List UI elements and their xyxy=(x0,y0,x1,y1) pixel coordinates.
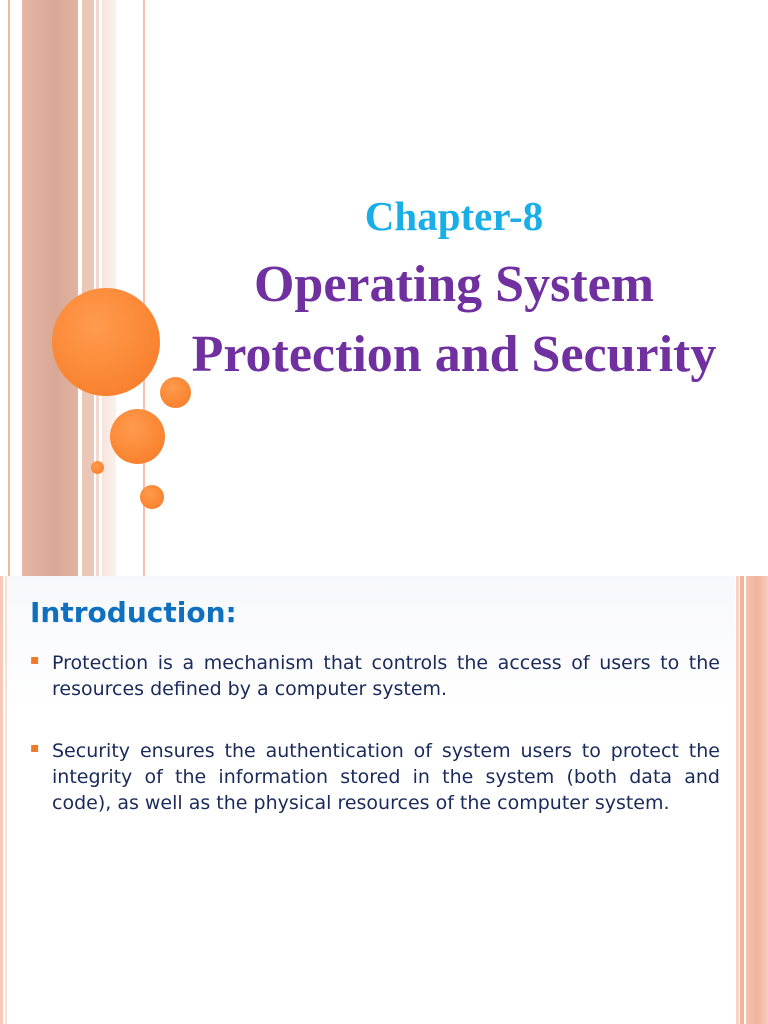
list-item xyxy=(30,650,720,702)
decorative-circle-small xyxy=(140,485,164,509)
slide-title-line-2: Protection and Security xyxy=(191,326,717,383)
bullet-icon: ▪ xyxy=(30,740,40,756)
bullet-icon: ▪ xyxy=(30,652,40,668)
title-block xyxy=(150,190,758,390)
chapter-label: Chapter-8 xyxy=(364,193,544,239)
decorative-stripe xyxy=(8,0,10,576)
list-item xyxy=(30,738,720,816)
decorative-stripe xyxy=(82,0,94,576)
decorative-stripe xyxy=(0,576,3,1024)
decorative-stripe xyxy=(22,0,78,576)
slide-title-line-1: Operating System xyxy=(253,256,655,313)
slide-title xyxy=(150,250,758,390)
bullet-text: Security ensures the authentication of system users to protect the integrity of the information stored in the system (both data and code), as well as the physical resources of the computer system. xyxy=(52,740,720,814)
bullet-list xyxy=(30,650,720,852)
decorative-stripe xyxy=(5,576,7,1024)
decorative-circle-tiny xyxy=(91,461,104,474)
decorative-stripe xyxy=(736,576,739,1024)
bullet-text: Protection is a mechanism that controls the access of users to the resources defined by a computer system. xyxy=(52,652,720,700)
decorative-circle-medium xyxy=(110,409,165,464)
decorative-stripe xyxy=(746,576,768,1024)
introduction-slide xyxy=(0,576,768,1024)
decorative-circle-large xyxy=(52,288,160,396)
decorative-stripe xyxy=(740,576,744,1024)
section-heading: Introduction: xyxy=(30,596,237,629)
